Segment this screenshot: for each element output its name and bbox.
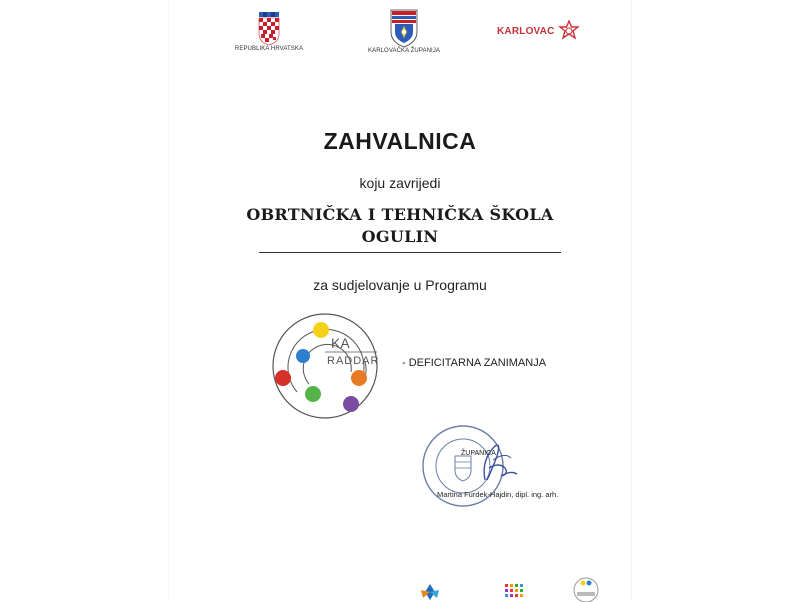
program-icon-purple — [343, 396, 359, 412]
recipient-name-line-2: OGULIN — [361, 227, 439, 246]
republika-hrvatska-label: REPUBLIKA HRVATSKA — [234, 46, 304, 52]
recipient-underline — [259, 252, 561, 253]
ka-raddar-program-logo — [269, 306, 389, 422]
karlovac-city-logo — [497, 20, 587, 42]
handwritten-signature — [471, 440, 521, 486]
program-icon-yellow — [313, 322, 329, 338]
karlovac-wordmark: KARLOVAC — [497, 25, 555, 37]
footer-partner-logo-1 — [415, 582, 445, 602]
program-logo-text-raddar: RADDAR — [327, 355, 380, 367]
recipient-name-line-1: OBRTNIČKA I TEHNIČKA ŠKOLA — [246, 205, 554, 224]
program-logo-text-ka: KA — [331, 335, 350, 351]
croatia-coat-of-arms-icon — [257, 12, 281, 46]
certificate-subtitle: koju zavrijedi — [359, 175, 441, 191]
signer-name: Martina Furdek-Hajdin, dipl. ing. arh. — [437, 490, 559, 499]
program-name-suffix: - DEFICITARNA ZANIMANJA — [402, 357, 547, 369]
karlovacka-zupanija-logo — [359, 8, 449, 54]
republika-hrvatska-logo — [229, 12, 309, 52]
karlovacka-zupanija-label: KARLOVAČKA ŽUPANIJA — [367, 48, 441, 54]
certificate-page — [168, 0, 632, 600]
footer-partner-logo-2 — [499, 580, 529, 602]
participation-text: za sudjelovanje u Programu — [313, 277, 487, 293]
certificate-title: ZAHVALNICA — [323, 128, 477, 154]
program-icon-green — [305, 386, 321, 402]
karlovac-county-coat-of-arms-icon — [389, 8, 419, 48]
karlovac-city-star-logo-icon — [558, 20, 580, 42]
program-icon-red — [275, 370, 291, 386]
footer-partner-logo-3 — [569, 574, 603, 602]
program-icon-orange — [351, 370, 367, 386]
program-icon-blue — [296, 349, 310, 363]
signer-title: ŽUPANICA — [461, 450, 496, 457]
